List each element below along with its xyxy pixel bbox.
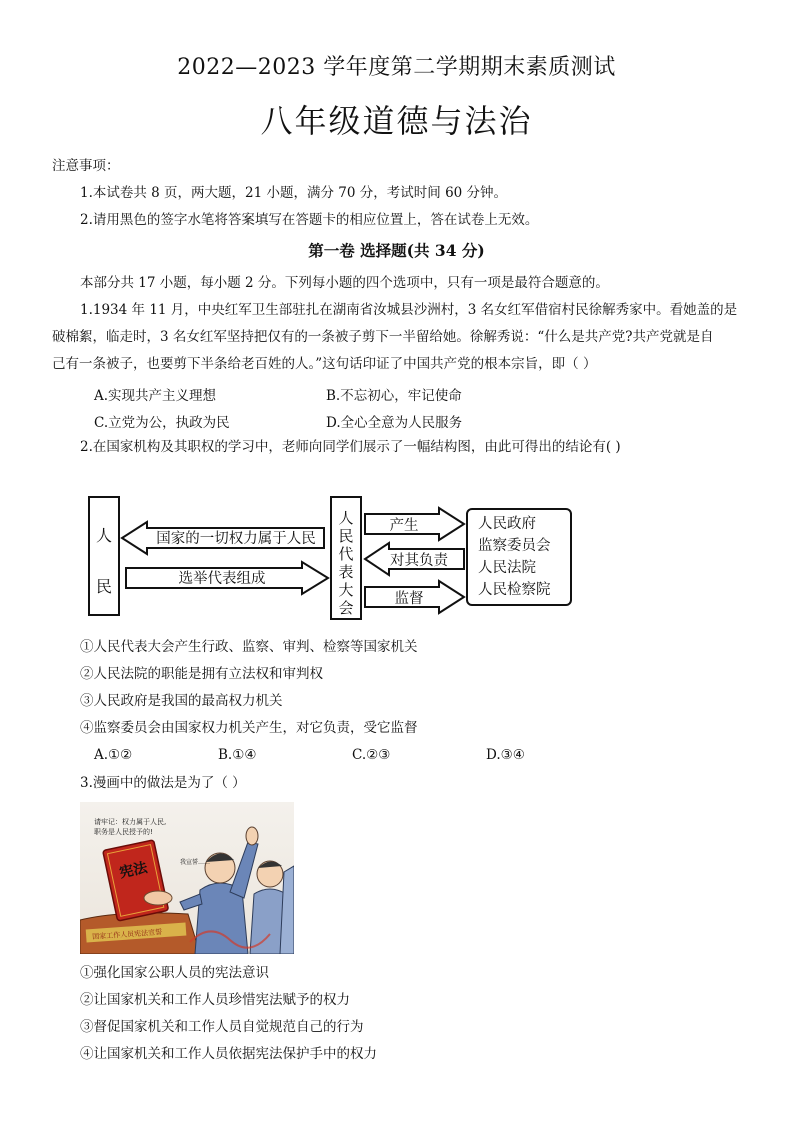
arrow-elect-label: 选举代表组成 [178, 571, 266, 587]
q2-option-c: C.②③ [352, 747, 391, 763]
congress-char-4: 表 [338, 563, 354, 581]
people-char-2: 民 [95, 577, 113, 596]
section-title: 第一卷 选择题(共 34 分) [308, 241, 485, 260]
congress-char-2: 民 [338, 527, 354, 545]
arrow-responsible-label: 对其负责 [390, 553, 448, 569]
congress-char-6: 会 [338, 599, 354, 617]
q2-option-d: D.③④ [486, 747, 525, 763]
organ-court: 人民法院 [478, 560, 536, 576]
q1-option-b: B.不忘初心，牢记使命 [326, 388, 462, 404]
q2-option-b: B.①④ [218, 747, 257, 763]
cartoon-bubble-line-1: 请牢记：权力属于人民, [94, 818, 167, 826]
q3-statement-3: ③督促国家机关和工作人员自觉规范自己的行为 [80, 1019, 364, 1035]
organ-supervisory: 监察委员会 [478, 538, 551, 554]
structure-diagram [84, 494, 584, 624]
q3-statement-4: ④让国家机关和工作人员依据宪法保护手中的权力 [80, 1046, 377, 1062]
people-box [89, 497, 119, 615]
arrow-produce-label: 产生 [389, 518, 419, 534]
q1-option-d: D.全心全意为人民服务 [326, 415, 463, 431]
q2-statement-1: ①人民代表大会产生行政、监察、审判、检察等国家机关 [80, 639, 418, 655]
q1-line-1: 1.1934 年 11 月，中央红军卫生部驻扎在湖南省汝城县沙洲村，3 名女红军借宿村民徐解秀家中。看她盖的是 [80, 302, 738, 318]
congress-char-3: 代 [338, 545, 354, 563]
q3-statement-1: ①强化国家公职人员的宪法意识 [80, 965, 269, 981]
q1-line-2: 破棉絮，临走时，3 名女红军坚持把仅有的一条被子剪下一半留给她。徐解秀说：“什么是共产党?共产党就是自 [52, 329, 714, 345]
q1-option-c: C.立党为公，执政为民 [94, 415, 230, 431]
cartoon-illustration [80, 802, 294, 954]
cartoon-book-title: 宪法 [118, 859, 149, 882]
section-instruction: 本部分共 17 小题，每小题 2 分。下列每小题的四个选项中，只有一项是最符合题意的。 [80, 275, 609, 291]
cartoon-bubble-line-2: 职务是人民授予的! [94, 828, 153, 836]
exam-title: 2022—2023 学年度第二学期期末素质测试 [177, 55, 616, 80]
note-item-2: 2.请用黑色的签字水笔将答案填写在答题卡的相应位置上，答在试卷上无效。 [80, 212, 539, 228]
q2-statement-2: ②人民法院的职能是拥有立法权和审判权 [80, 666, 323, 682]
arrow-supervise-label: 监督 [394, 591, 424, 607]
q2-statement-3: ③人民政府是我国的最高权力机关 [80, 693, 283, 709]
cartoon-banner: 国家工作人员宪法宣誓 [91, 928, 163, 942]
congress-char-5: 大 [338, 581, 354, 599]
cartoon-oath-bubble: 我宣誓…… [180, 859, 211, 866]
q3-statement-2: ②让国家机关和工作人员珍惜宪法赋予的权力 [80, 992, 350, 1008]
organ-procuratorate: 人民检察院 [478, 582, 551, 598]
q2-option-a: A.①② [94, 747, 133, 763]
people-char-1: 人 [95, 526, 113, 545]
q3-stem: 3.漫画中的做法是为了（ ） [80, 775, 246, 791]
congress-char-1: 人 [338, 509, 354, 527]
note-item-1: 1.本试卷共 8 页，两大题，21 小题，满分 70 分，考试时间 60 分钟。 [80, 185, 508, 201]
q2-stem: 2.在国家机构及其职权的学习中，老师向同学们展示了一幅结构图，由此可得出的结论有( ) [80, 439, 621, 455]
arrow-power-label: 国家的一切权力属于人民 [156, 531, 316, 547]
subject-title: 八年级道德与法治 [260, 102, 533, 140]
notes-label: 注意事项： [52, 158, 120, 174]
organ-government: 人民政府 [478, 516, 536, 532]
q1-option-a: A.实现共产主义理想 [94, 388, 217, 404]
cartoon-image [80, 802, 294, 954]
q1-line-3: 己有一条被子，也要剪下半条给老百姓的人。”这句话印证了中国共产党的根本宗旨，即（ ） [52, 356, 597, 372]
q2-statement-4: ④监察委员会由国家权力机关产生，对它负责，受它监督 [80, 720, 418, 736]
